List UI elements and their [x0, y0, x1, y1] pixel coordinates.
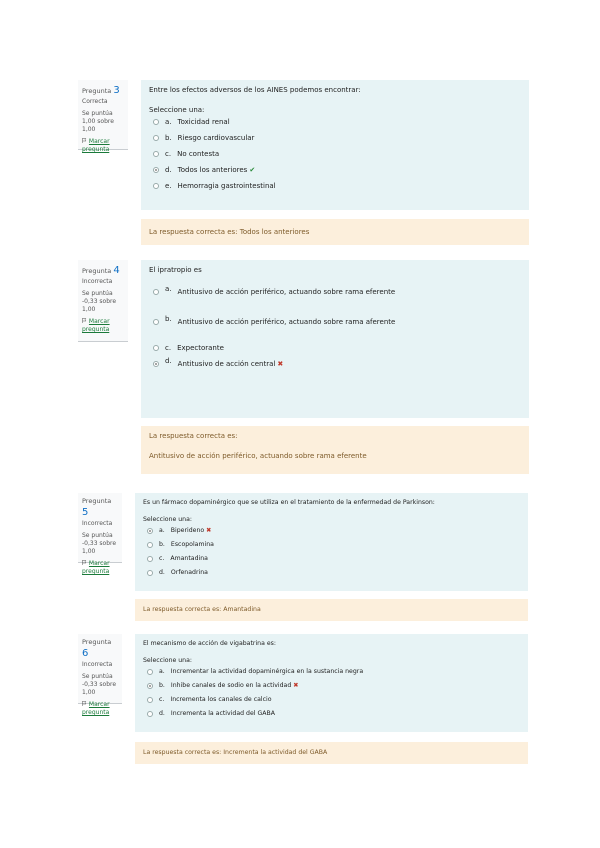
answer-option-c[interactable]: c. Amantadina — [147, 555, 520, 562]
radio-button-selected[interactable] — [147, 528, 153, 534]
answer-option-d[interactable]: d. Todos los anteriores ✔ — [153, 166, 521, 174]
question-state: Incorrecta — [82, 277, 113, 285]
answer-option-a[interactable]: a. Antitusivo de acción periférico, actuando sobre rama eferente — [153, 288, 521, 296]
radio-button[interactable] — [153, 183, 159, 189]
cross-icon: ✖ — [293, 682, 299, 689]
answer-option-a[interactable]: a. Incrementar la actividad dopaminérgica en la sustancia negra — [147, 668, 520, 675]
radio-button[interactable] — [147, 697, 153, 703]
answer-option-d[interactable]: d. Orfenadrina — [147, 569, 520, 576]
question-text: Es un fármaco dopaminérgico que se utiliza en el tratamiento de la enfermedad de Parkinson: — [143, 499, 435, 506]
question-6-feedback — [135, 742, 528, 764]
answer-option-b[interactable]: b. Escopolamina — [147, 541, 520, 548]
question-number: Pregunta 3 — [82, 85, 120, 96]
question-4-info — [78, 260, 128, 342]
cross-icon: ✖ — [206, 527, 212, 534]
question-3-feedback — [141, 219, 529, 245]
question-5-content — [135, 493, 528, 591]
radio-button[interactable] — [153, 135, 159, 141]
check-icon: ✔ — [249, 166, 256, 174]
answer-option-c[interactable]: c. No contesta — [153, 150, 521, 158]
radio-button[interactable] — [153, 151, 159, 157]
answer-option-e[interactable]: e. Hemorragia gastrointestinal — [153, 182, 521, 190]
radio-button[interactable] — [153, 319, 159, 325]
answer-option-d[interactable]: d. Incrementa la actividad del GABA — [147, 710, 520, 717]
flag-question-link[interactable]: Marcar pregunta — [82, 559, 110, 576]
question-grade: Se puntúa -0,33 sobre 1,00 — [82, 672, 117, 696]
question-text: El ipratropio es — [149, 266, 202, 274]
flag-icon — [82, 701, 87, 706]
flag-question-link[interactable]: Marcar pregunta — [82, 137, 110, 153]
radio-button[interactable] — [147, 556, 153, 562]
question-text: El mecanismo de acción de vigabatrina es: — [143, 640, 276, 647]
flag-icon — [82, 560, 87, 565]
question-state: Correcta — [82, 97, 108, 105]
answer-prompt: Seleccione una: — [143, 516, 192, 523]
question-grade: Se puntúa 1,00 sobre 1,00 — [82, 109, 114, 133]
radio-button-selected[interactable] — [153, 361, 159, 367]
answer-option-c[interactable]: c. Incrementa los canales de calcio — [147, 696, 520, 703]
question-text: Entre los efectos adversos de los AINES podemos encontrar: — [149, 86, 361, 94]
question-number: Pregunta 4 — [82, 265, 120, 276]
radio-button[interactable] — [147, 542, 153, 548]
question-4-content — [141, 260, 529, 418]
answer-prompt: Seleccione una: — [149, 106, 205, 114]
question-state: Incorrecta — [82, 660, 113, 668]
question-number: Pregunta 5 — [82, 497, 112, 519]
question-6-content — [135, 634, 528, 732]
question-4-feedback — [141, 426, 529, 474]
question-grade: Se puntúa -0,33 sobre 1,00 — [82, 531, 117, 555]
correct-answer-text: La respuesta correcta es: Todos los anteriores — [149, 228, 310, 236]
radio-button[interactable] — [153, 289, 159, 295]
radio-button[interactable] — [153, 345, 159, 351]
radio-button-selected[interactable] — [147, 683, 153, 689]
answer-option-b[interactable]: b. Inhibe canales de sodio en la actividad ✖ — [147, 682, 520, 689]
question-5-info — [78, 493, 122, 576]
correct-answer-text: Antitusivo de acción periférico, actuando sobre rama eferente — [149, 452, 367, 460]
question-3-content — [141, 80, 529, 210]
correct-answer-title: La respuesta correcta es: — [149, 432, 238, 440]
correct-answer-text: La respuesta correcta es: Amantadina — [143, 606, 261, 613]
answer-option-a[interactable]: a. Biperideno ✖ — [147, 527, 520, 534]
radio-button-selected[interactable] — [153, 167, 159, 173]
question-3-info — [78, 80, 128, 153]
cross-icon: ✖ — [277, 360, 284, 368]
answer-option-b[interactable]: b. Riesgo cardiovascular — [153, 134, 521, 142]
flag-question-link[interactable]: Marcar pregunta — [82, 317, 110, 333]
answer-option-a[interactable]: a. Toxicidad renal — [153, 118, 521, 126]
question-grade: Se puntúa -0,33 sobre 1,00 — [82, 289, 117, 313]
radio-button[interactable] — [147, 711, 153, 717]
radio-button[interactable] — [147, 570, 153, 576]
flag-icon — [82, 138, 87, 143]
answer-prompt: Seleccione una: — [143, 657, 192, 664]
question-5-feedback — [135, 599, 528, 621]
question-number: Pregunta 6 — [82, 638, 112, 660]
question-6-info — [78, 634, 122, 717]
correct-answer-text: La respuesta correcta es: Incrementa la actividad del GABA — [143, 749, 328, 756]
answer-option-b[interactable]: b. Antitusivo de acción periférico, actuando sobre rama aferente — [153, 318, 521, 326]
radio-button[interactable] — [153, 119, 159, 125]
answer-option-c[interactable]: c. Expectorante — [153, 344, 521, 352]
radio-button[interactable] — [147, 669, 153, 675]
flag-question-link[interactable]: Marcar pregunta — [82, 700, 110, 717]
question-state: Incorrecta — [82, 519, 113, 527]
flag-icon — [82, 318, 87, 323]
answer-option-d[interactable]: d. Antitusivo de acción central ✖ — [153, 360, 521, 368]
